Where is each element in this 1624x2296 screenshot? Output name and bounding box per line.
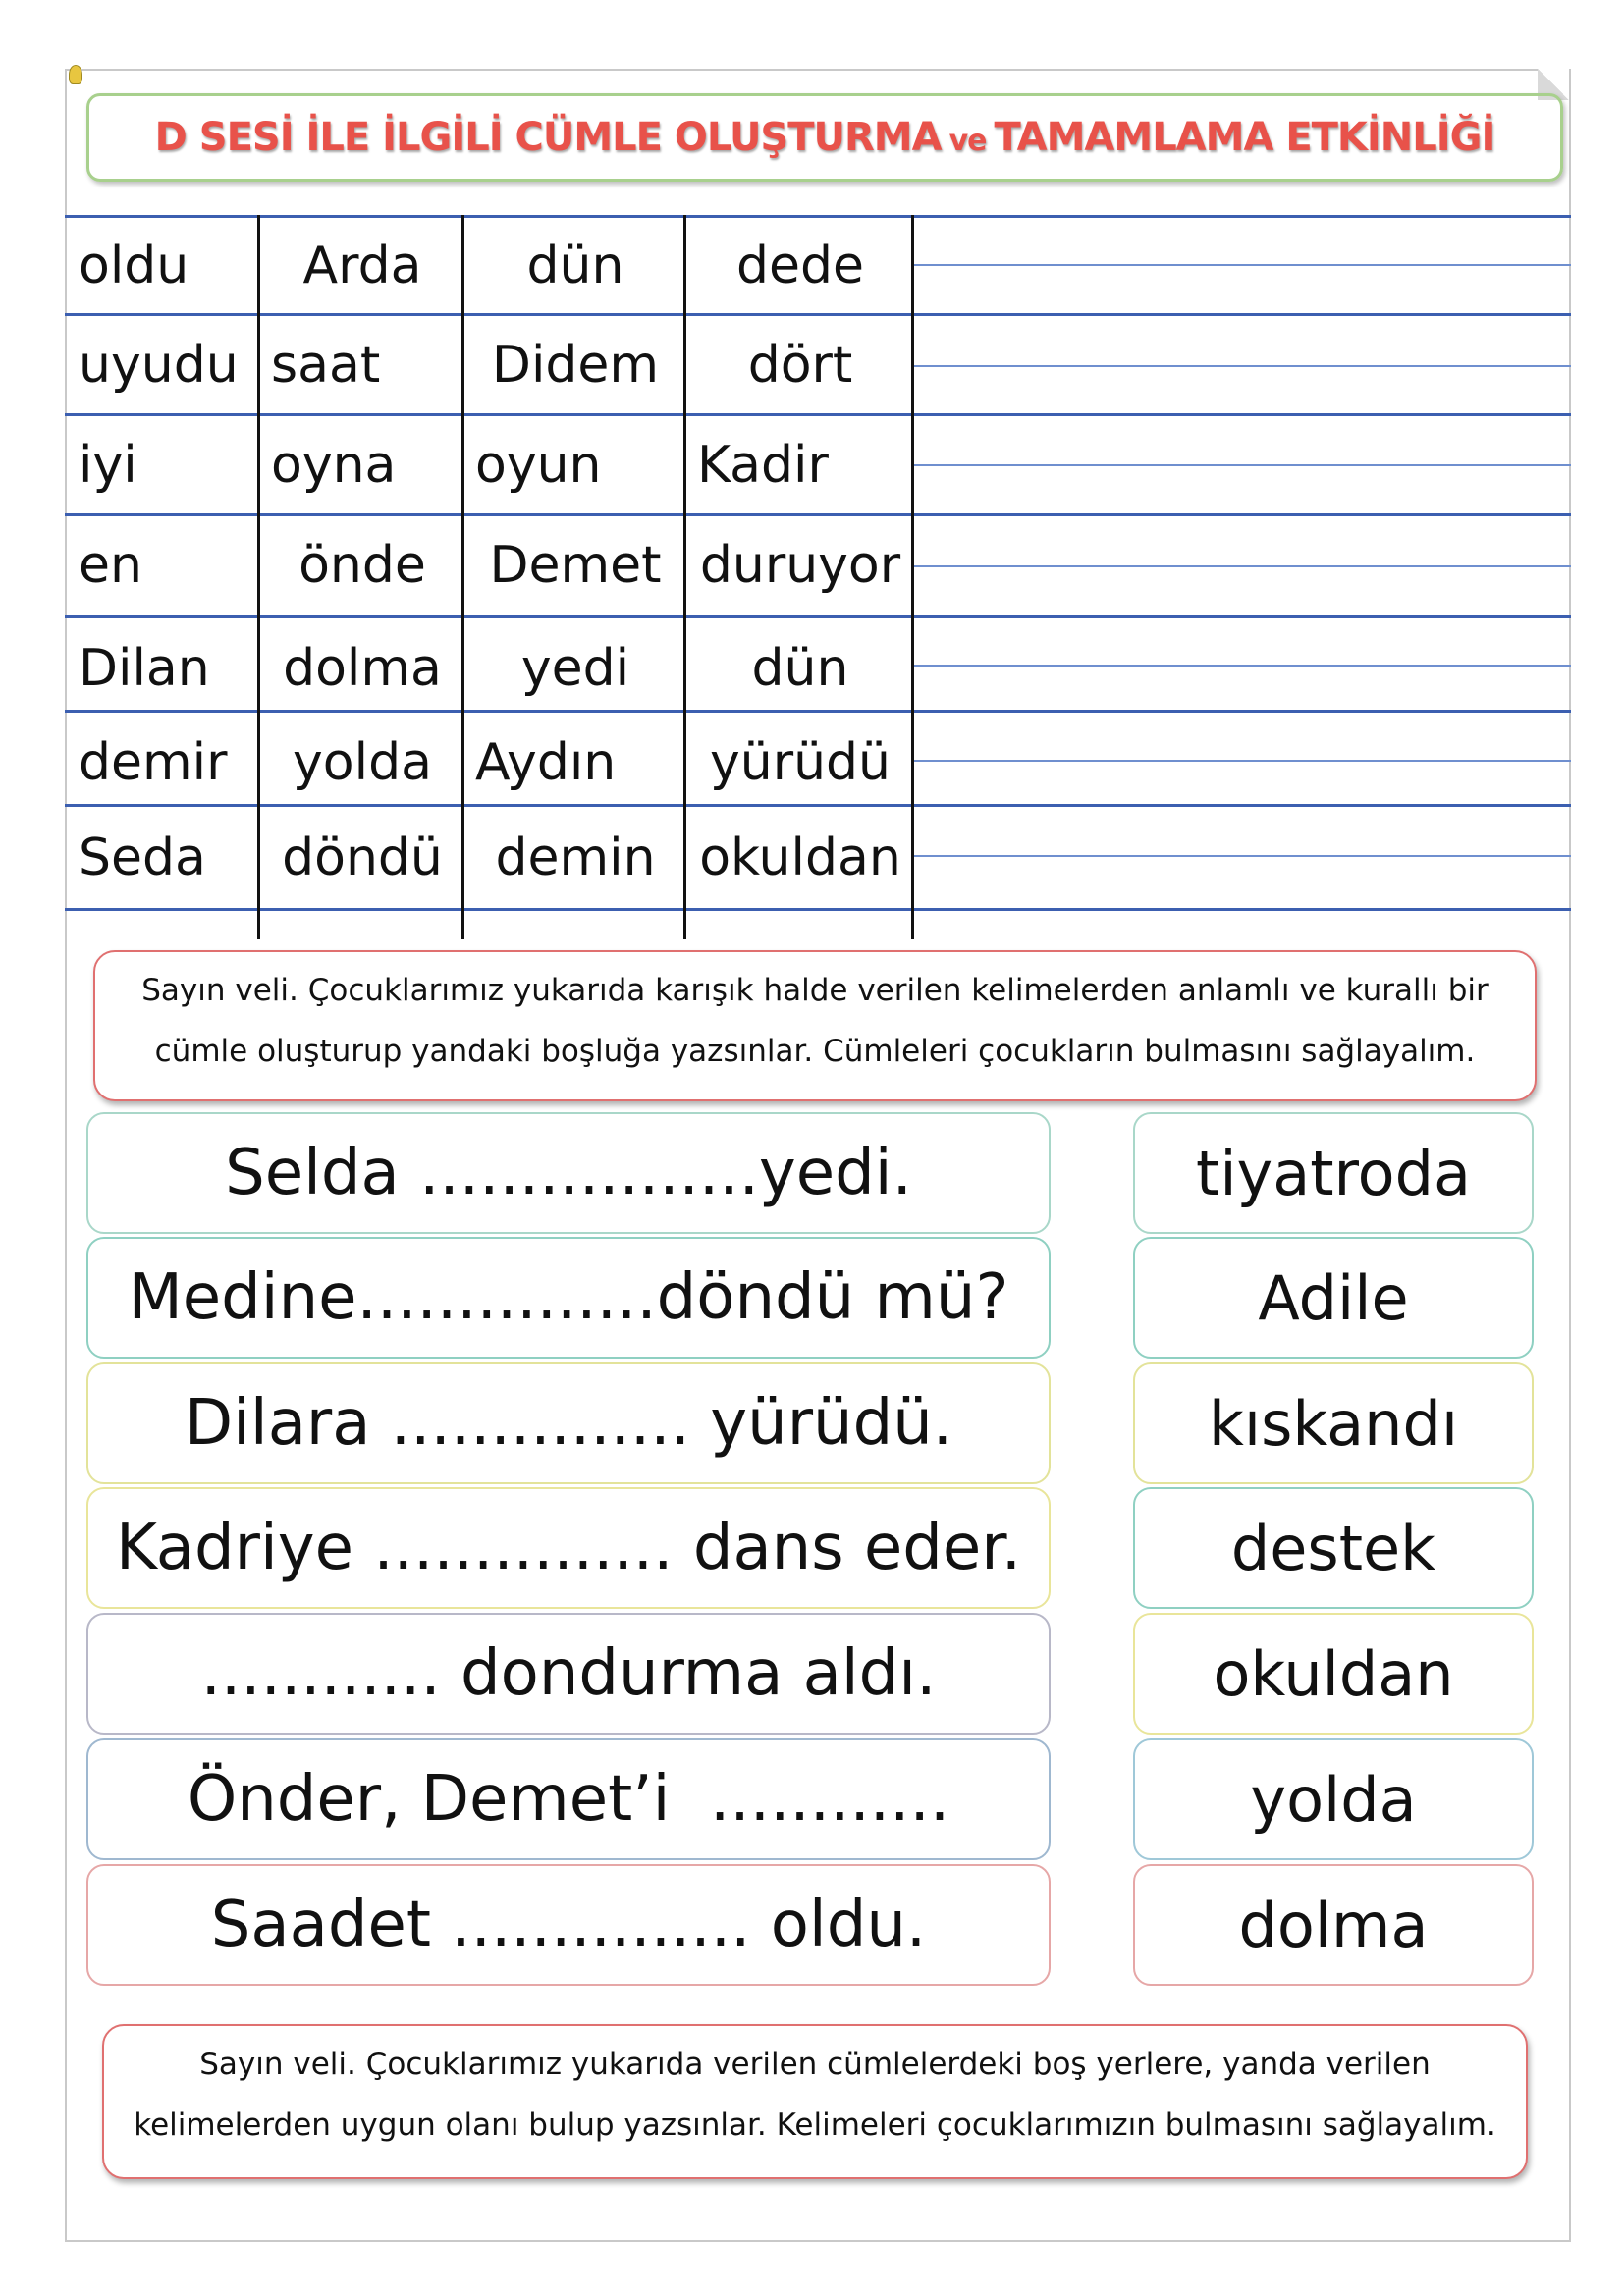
word-cell: Didem	[491, 336, 660, 395]
word-cell: Aydın	[475, 733, 617, 792]
word-cell: önde	[298, 536, 426, 595]
grid-line	[65, 908, 1571, 911]
writing-line	[911, 365, 1571, 367]
writing-line	[911, 760, 1571, 762]
word-cell: Kadir	[697, 436, 829, 495]
sentence-box: Dilara ............... yürüdü.	[86, 1362, 1051, 1484]
title-part-1: D SESİ İLE İLGİLİ CÜMLE OLUŞTURMA	[154, 115, 942, 160]
page-top-edge	[65, 69, 1538, 71]
writing-line	[911, 264, 1571, 266]
word-cell: duruyor	[699, 536, 901, 595]
word-cell: döndü	[282, 828, 443, 887]
option-word-box: kıskandı	[1133, 1362, 1534, 1484]
option-word-box: Adile	[1133, 1237, 1534, 1359]
pin-icon	[69, 65, 82, 84]
sentence-box: Önder, Demet’i ............	[86, 1738, 1051, 1860]
grid-column-divider	[257, 215, 260, 939]
word-cell: iyi	[79, 436, 137, 495]
sentence-box: Medine...............döndü mü?	[86, 1237, 1051, 1359]
word-cell: oyna	[271, 436, 397, 495]
option-word-box: okuldan	[1133, 1613, 1534, 1735]
option-word-box: dolma	[1133, 1864, 1534, 1986]
word-cell: dün	[526, 237, 624, 295]
word-cell: saat	[271, 336, 381, 395]
title-part-2: ve	[948, 124, 987, 158]
word-cell: yedi	[520, 639, 630, 698]
grid-column-divider	[461, 215, 464, 939]
word-cell: yolda	[293, 733, 432, 792]
grid-column-divider	[683, 215, 686, 939]
word-cell: Seda	[79, 828, 206, 887]
instruction-text-2: Sayın veli. Çocuklarımız yukarıda verilen cümlelerdeki boş yerlere, yanda verilen kelimelerden uygun olanı bulup yazsınlar. Kelimeleri çocuklarımızın bulmasını sağlayalım.	[134, 2047, 1496, 2143]
instruction-text-1: Sayın veli. Çocuklarımız yukarıda karışık halde verilen kelimelerden anlamlı ve kurallı bir cümle oluşturup yandaki boşluğa yazsınlar. Cümleleri çocukların bulmasını sağlayalım.	[141, 973, 1489, 1069]
word-cell: oyun	[475, 436, 602, 495]
writing-line	[911, 855, 1571, 857]
instruction-box-1	[93, 950, 1537, 1101]
writing-line	[911, 665, 1571, 667]
grid-line	[65, 615, 1571, 618]
word-cell: dolma	[283, 639, 442, 698]
word-cell: demin	[495, 828, 656, 887]
word-cell: dün	[751, 639, 849, 698]
writing-line	[911, 464, 1571, 466]
word-cell: Dilan	[79, 639, 210, 698]
sentence-box: ............ dondurma aldı.	[86, 1613, 1051, 1735]
sentence-box: Selda .................yedi.	[86, 1112, 1051, 1234]
sentence-box: Saadet ............... oldu.	[86, 1864, 1051, 1986]
writing-line	[911, 565, 1571, 567]
page-title	[155, 115, 1495, 160]
title-part-3: TAMAMLAMA ETKİNLİĞİ	[994, 115, 1495, 160]
option-word-box: destek	[1133, 1487, 1534, 1609]
word-cell: Arda	[302, 237, 422, 295]
option-word-box: yolda	[1133, 1738, 1534, 1860]
word-cell: dede	[736, 237, 864, 295]
word-cell: Demet	[489, 536, 662, 595]
word-cell: oldu	[79, 237, 189, 295]
title-banner	[86, 93, 1563, 182]
word-cell: uyudu	[79, 336, 239, 395]
grid-column-divider	[911, 215, 914, 939]
word-cell: en	[79, 536, 142, 595]
word-cell: demir	[79, 733, 228, 792]
option-word-box: tiyatroda	[1133, 1112, 1534, 1234]
word-cell: okuldan	[699, 828, 901, 887]
sentence-box: Kadriye ............... dans eder.	[86, 1487, 1051, 1609]
instruction-box-2	[102, 2024, 1528, 2179]
word-grid	[65, 215, 1567, 941]
word-cell: yürüdü	[709, 733, 892, 792]
word-cell: dört	[747, 336, 853, 395]
